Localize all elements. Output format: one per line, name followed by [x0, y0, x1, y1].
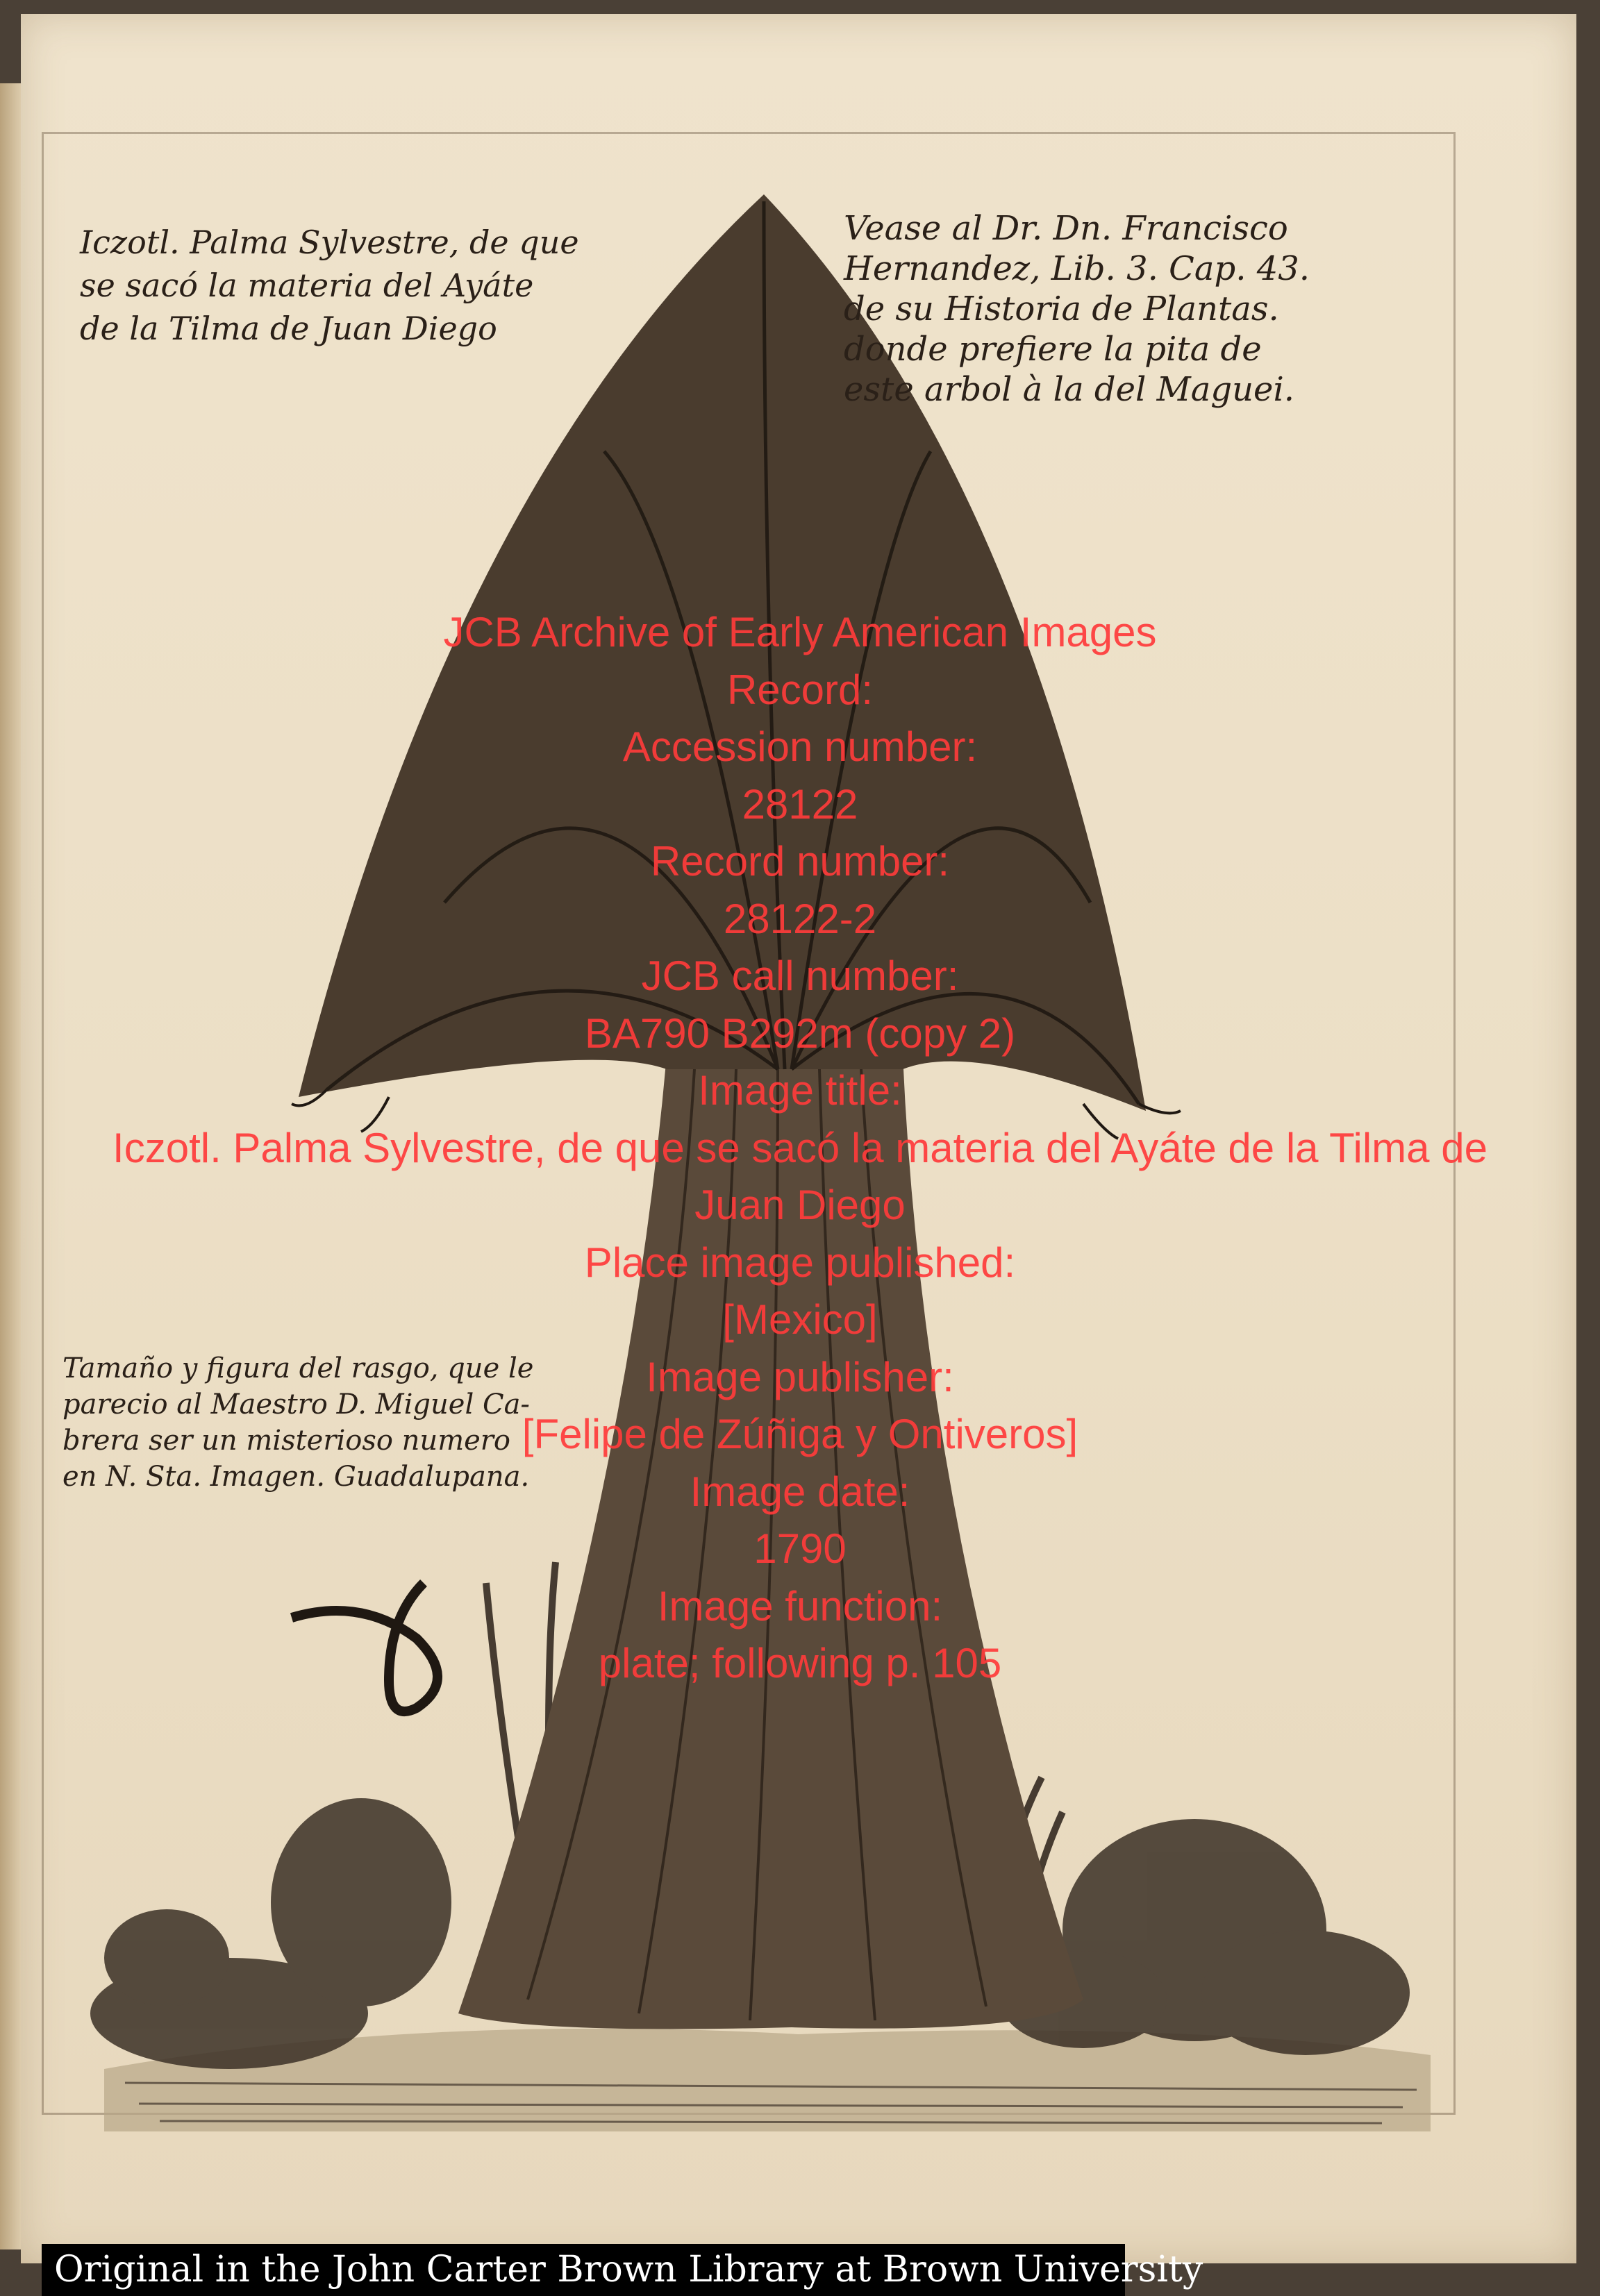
footer-credit: Original in the John Carter Brown Library at Brown University: [54, 2249, 1203, 2290]
watermark-line: Iczotl. Palma Sylvestre, de que se sacó la materia del Ayáte de la Tilma de: [112, 1124, 1488, 1171]
watermark-line: Image function:: [657, 1582, 943, 1629]
caption-top-right: Vease al Dr. Dn. Francisco Hernandez, Lib. 3. Cap. 43. de su Historia de Plantas. donde prefiere la pita de este arbol à la del Maguei.: [844, 209, 1310, 409]
watermark-line: Juan Diego: [694, 1182, 906, 1228]
left-shrubs: [90, 1798, 451, 2069]
watermark-line: Record number:: [650, 838, 950, 885]
watermark-line: Image title:: [698, 1067, 902, 1114]
watermark-line: Place image published:: [584, 1239, 1016, 1286]
caption-top-left: Iczotl. Palma Sylvestre, de que se sacó la materia del Ayáte de la Tilma de Juan Diego: [80, 224, 579, 347]
watermark-line: 28122-2: [723, 895, 877, 942]
watermark-line: Image date:: [690, 1468, 910, 1515]
watermark-line: 1790: [753, 1525, 847, 1572]
watermark-line: Record:: [726, 666, 874, 713]
caption-middle-left: Tamaño y figura del rasgo, que le parecio al Maestro D. Miguel Ca- brera ser un misterioso numero en N. Sta. Imagen. Guadalupana.: [62, 1352, 534, 1493]
watermark-line: JCB call number:: [641, 953, 959, 999]
watermark-line: Image publisher:: [646, 1353, 954, 1400]
watermark-line: [Mexico]: [722, 1296, 878, 1343]
watermark-line: [Felipe de Zúñiga y Ontiveros]: [522, 1411, 1078, 1457]
watermark-line: JCB Archive of Early American Images: [443, 609, 1157, 655]
watermark-line: plate; following p. 105: [598, 1640, 1002, 1686]
archive-watermark: [0, 604, 1600, 1693]
watermark-line: BA790 B292m (copy 2): [584, 1009, 1016, 1057]
watermark-line: 28122: [742, 780, 858, 828]
watermark-line: Accession number:: [622, 723, 978, 770]
